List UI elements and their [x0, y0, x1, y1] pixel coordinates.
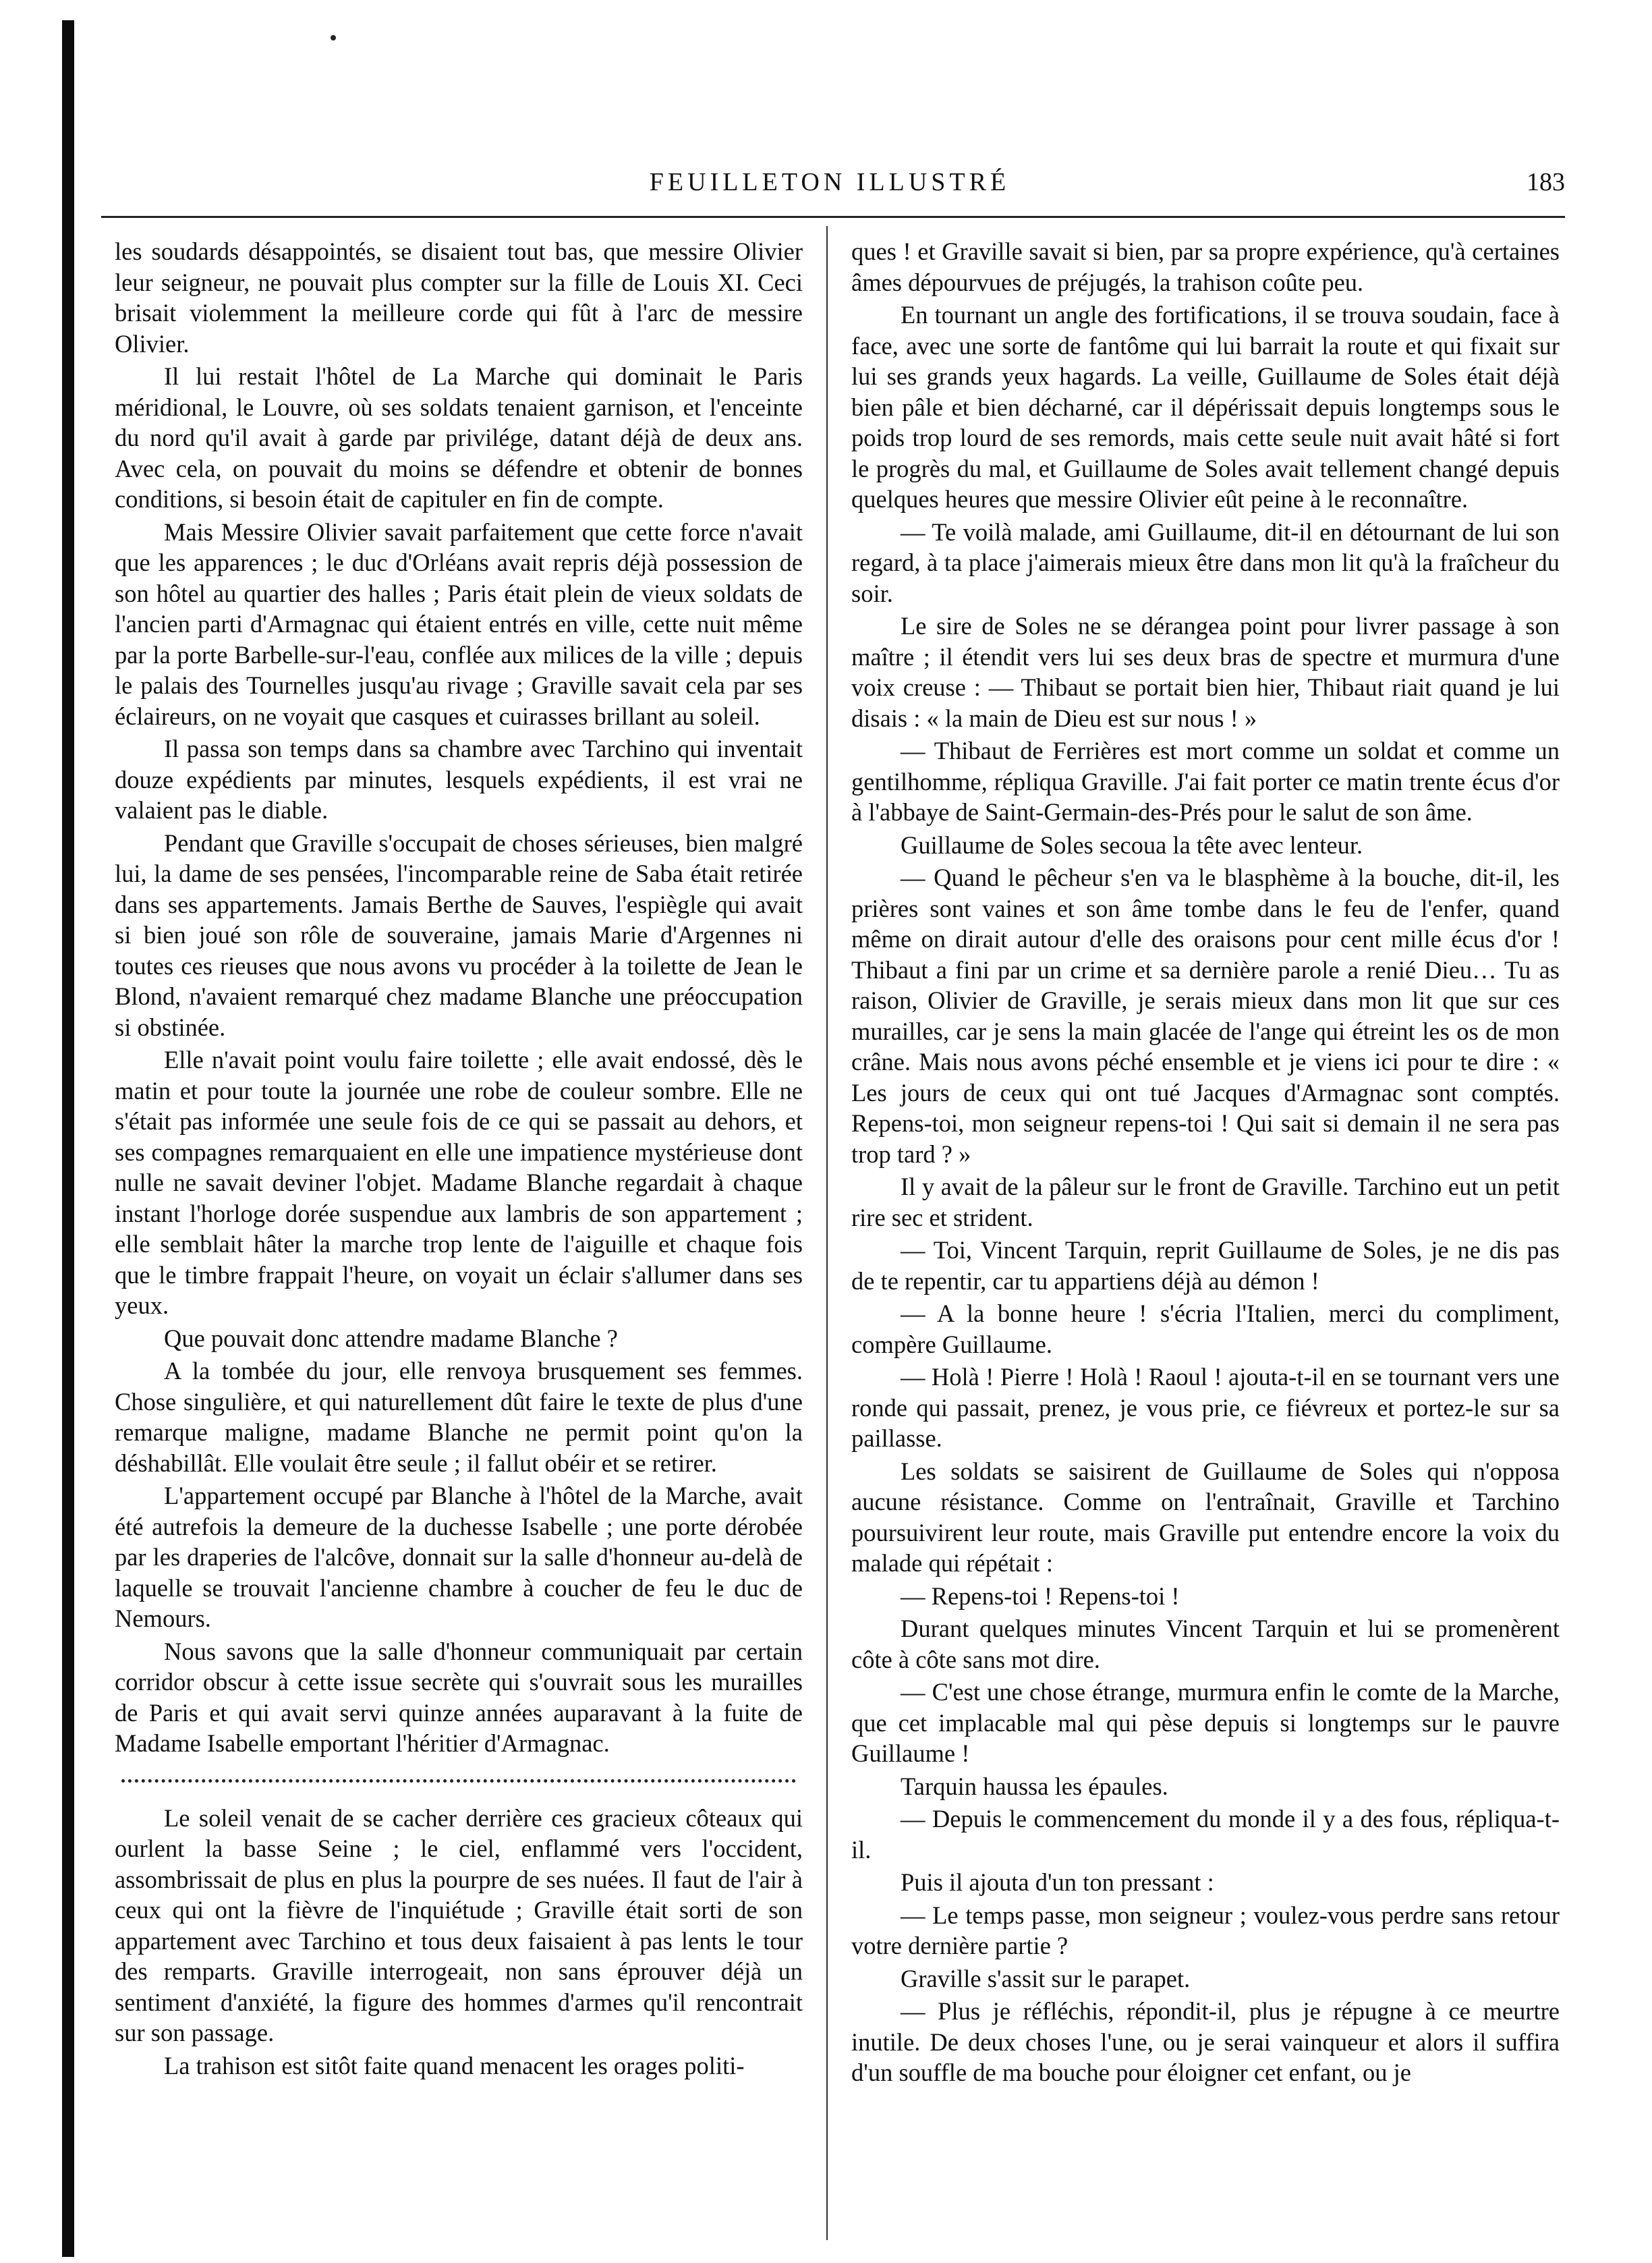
paragraph: Nous savons que la salle d'honneur communiquait par certain corridor obscur à cette issue secrète qui s'ouvrait sous les murailles de Paris et qui avait servi quinze années auparavant à la fuite de Madame Isabelle emportant l'héritier d'Armagnac.: [115, 1637, 803, 1757]
paragraph: Que pouvait donc attendre madame Blanche ?: [164, 1324, 618, 1352]
paragraph: — Quand le pêcheur s'en va le blasphème à la bouche, dit-il, les prières sont vaines et son âme tombe dans le feu de l'enfer, quand même on dirait autour d'elle des oraisons pour cent mille écus d'or ! Thibaut a fini par un crime et sa dernière parole a renié Dieu… Tu as raison, Olivier de Graville, je serais mieux dans mon lit que sur ces murailles, car je sens la main glacée de l'ange qui étreint les os de mon crâne. Mais nous avons péché ensemble et je viens ici pour te dire : « Les jours de ceux qui ont tué Jacques d'Armagnac sont comptés. Repens-toi, mon seigneur repens-toi ! Qui sait si demain il ne sera pas trop tard ? »: [851, 864, 1560, 1168]
section-break-dotted-rule: [121, 1779, 796, 1783]
paragraph: Pendant que Graville s'occupait de choses sérieuses, bien malgré lui, la dame de ses pensées, l'incomparable reine de Saba était retirée dans ses appartements. Jamais Berthe de Sauves, l'espiègle qui avait si bien joué son rôle de souveraine, jamais Marie d'Argennes ni toutes ces rieuses que nous avons vu procéder à la toilette de Jean le Blond, n'avaient remarqué chez madame Blanche une préoccupation si obstinée.: [115, 829, 803, 1041]
paragraph: Puis il ajouta d'un ton pressant :: [901, 1868, 1214, 1896]
paragraph: les soudards désappointés, se disaient tout bas, que messire Olivier leur seigneur, ne pouvait plus compter sur la fille de Louis XI. Ceci brisait violemment la meilleure corde qui fût à l'arc de messire Olivier.: [115, 238, 803, 358]
paragraph: Graville s'assit sur le parapet.: [901, 1964, 1191, 1992]
running-title: FEUILLETON ILLUSTRÉ: [649, 168, 1010, 196]
column-divider: [826, 226, 828, 2240]
paragraph: Tarquin haussa les épaules.: [901, 1772, 1168, 1800]
paragraph: Il y avait de la pâleur sur le front de Graville. Tarchino eut un petit rire sec et strident.: [851, 1173, 1560, 1231]
paragraph: — A la bonne heure ! s'écria l'Italien, merci du compliment, compère Guillaume.: [851, 1300, 1560, 1358]
paragraph: — Thibaut de Ferrières est mort comme un soldat et comme un gentilhomme, répliqua Graville. J'ai fait porter ce matin trente écus d'or à l'abbaye de Saint-Germain-des-Prés pour le salut de son âme.: [851, 737, 1560, 826]
binding-edge: [62, 20, 74, 2257]
page-header: [101, 167, 1565, 208]
paragraph: — Repens-toi ! Repens-toi !: [901, 1582, 1180, 1610]
paragraph: — Toi, Vincent Tarquin, reprit Guillaume de Soles, je ne dis pas de te repentir, car tu appartiens déjà au démon !: [851, 1236, 1560, 1295]
paragraph: La trahison est sitôt faite quand menacent les orages politi-: [164, 2051, 745, 2079]
paragraph: Il passa son temps dans sa chambre avec Tarchino qui inventait douze expédients par minutes, lesquels expédients, il est vrai ne valaient pas le diable.: [115, 735, 803, 824]
paragraph: Mais Messire Olivier savait parfaitement que cette force n'avait que les apparences ; le duc d'Orléans avait repris déjà possession de son hôtel au quartier des halles ; Paris était plein de vieux soldats de l'ancien parti d'Armagnac qui étaient entrés en ville, cette nuit même par la porte Barbelle-sur-l'eau, conflée aux milices de la ville ; depuis le palais des Tournelles jusqu'au rivage ; Graville savait cela par ses éclaireurs, on ne voyait que casques et cuirasses brillant au soleil.: [115, 518, 803, 730]
paragraph: — Holà ! Pierre ! Holà ! Raoul ! ajouta-t-il en se tournant vers une ronde qui passait, prenez, je vous prie, ce fiévreux et portez-le sur sa paillasse.: [851, 1363, 1560, 1452]
paragraph: — Le temps passe, mon seigneur ; voulez-vous perdre sans retour votre dernière partie ?: [851, 1901, 1560, 1959]
paragraph: ques ! et Graville savait si bien, par sa propre expérience, qu'à certaines âmes dépourvues de préjugés, la trahison coûte peu.: [851, 238, 1560, 296]
paragraph: — Depuis le commencement du monde il y a des fous, répliqua-t-il.: [851, 1805, 1560, 1864]
paragraph: Guillaume de Soles secoua la tête avec lenteur.: [901, 831, 1363, 859]
ink-speck: [331, 35, 336, 40]
paragraph: Il lui restait l'hôtel de La Marche qui dominait le Paris méridional, le Louvre, où ses soldats tenaient garnison, et l'enceinte du nord qu'il avait à garde par privilége, datant déjà de deux ans. Avec cela, on pouvait du moins se défendre et obtenir de bonnes conditions, si besoin était de capituler en fin de compte.: [115, 362, 803, 513]
paragraph: L'appartement occupé par Blanche à l'hôtel de la Marche, avait été autrefois la demeure de la duchesse Isabelle ; une porte dérobée par les draperies de l'alcôve, donnait sur la salle d'honneur au-delà de laquelle se trouvait l'ancienne chambre à coucher de feu le duc de Nemours.: [115, 1482, 803, 1632]
paragraph: Le sire de Soles ne se dérangea point pour livrer passage à son maître ; il étendit vers lui ses deux bras de spectre et murmura d'une voix creuse : — Thibaut se portait bien hier, Thibaut riait quand je lui disais : « la main de Dieu est sur nous ! »: [851, 612, 1560, 732]
paragraph: Durant quelques minutes Vincent Tarquin et lui se promenèrent côte à côte sans mot dire.: [851, 1615, 1560, 1673]
right-column: [851, 236, 1560, 2090]
paragraph: A la tombée du jour, elle renvoya brusquement ses femmes. Chose singulière, et qui naturellement dût faire le texte de plus d'une remarque maligne, madame Blanche ne permit point qu'on la déshabillât. Elle voulait être seule ; il fallut obéir et se retirer.: [115, 1357, 803, 1477]
paragraph: — Te voilà malade, ami Guillaume, dit-il en détournant de lui son regard, à ta place j'aimerais mieux être dans mon lit qu'à la fraîcheur du soir.: [851, 518, 1560, 607]
paragraph: En tournant un angle des fortifications, il se trouva soudain, face à face, avec une sorte de fantôme qui lui barrait la route et qui fixait sur lui ses grands yeux hagards. La veille, Guillaume de Soles était déjà bien pâle et bien décharné, car il dépérissait depuis longtemps sous le poids trop lourd de ses remords, mais cette seule nuit avait hâté si fort le progrès du mal, et Guillaume de Soles avait tellement changé depuis quelques heures que messire Olivier eût peine à le reconnaître.: [851, 301, 1560, 513]
paragraph: Elle n'avait point voulu faire toilette ; elle avait endossé, dès le matin et pour toute la journée une robe de couleur sombre. Elle ne s'était pas informée une seule fois de ce qui se passait au dehors, et ses compagnes remarquaient en elle une impatience mystérieuse dont nulle ne savait deviner l'objet. Madame Blanche regardait à chaque instant l'horloge dorée suspendue aux lambris de son appartement ; elle semblait hâter la marche trop lente de l'aiguille et chaque fois que le timbre frappait l'heure, on voyait un éclair s'allumer dans ses yeux.: [115, 1046, 803, 1319]
paragraph: Les soldats se saisirent de Guillaume de Soles qui n'opposa aucune résistance. Comme on l'entraînait, Graville et Tarchino poursuivirent leur route, mais Graville put entendre encore la voix du malade qui répétait :: [851, 1457, 1560, 1577]
left-column: [115, 236, 803, 2083]
header-rule: [101, 216, 1565, 218]
paragraph: Le soleil venait de se cacher derrière ces gracieux côteaux qui ourlent la basse Seine ; le ciel, enflammé vers l'occident, assombrissait de plus en plus la pourpre de ses nuées. Il faut de l'air à ceux qui ont la fièvre de l'inquiétude ; Graville était sorti de son appartement avec Tarchino et tous deux faisaient à pas lents le tour des remparts. Graville interrogeait, non sans éprouver déjà un sentiment d'anxiété, la figure des hommes d'armes qu'il rencontrait sur son passage.: [115, 1804, 803, 2046]
paragraph: — Plus je réfléchis, répondit-il, plus je répugne à ce meurtre inutile. De deux choses l'une, ou je serai vainqueur et alors il suffira d'un souffle de ma bouche pour éloigner cet enfant, ou je: [851, 1997, 1560, 2086]
paragraph: — C'est une chose étrange, murmura enfin le comte de la Marche, que cet implacable mal qui pèse depuis si longtemps sur le pauvre Guillaume !: [851, 1678, 1560, 1767]
page-number: 183: [1527, 168, 1565, 196]
